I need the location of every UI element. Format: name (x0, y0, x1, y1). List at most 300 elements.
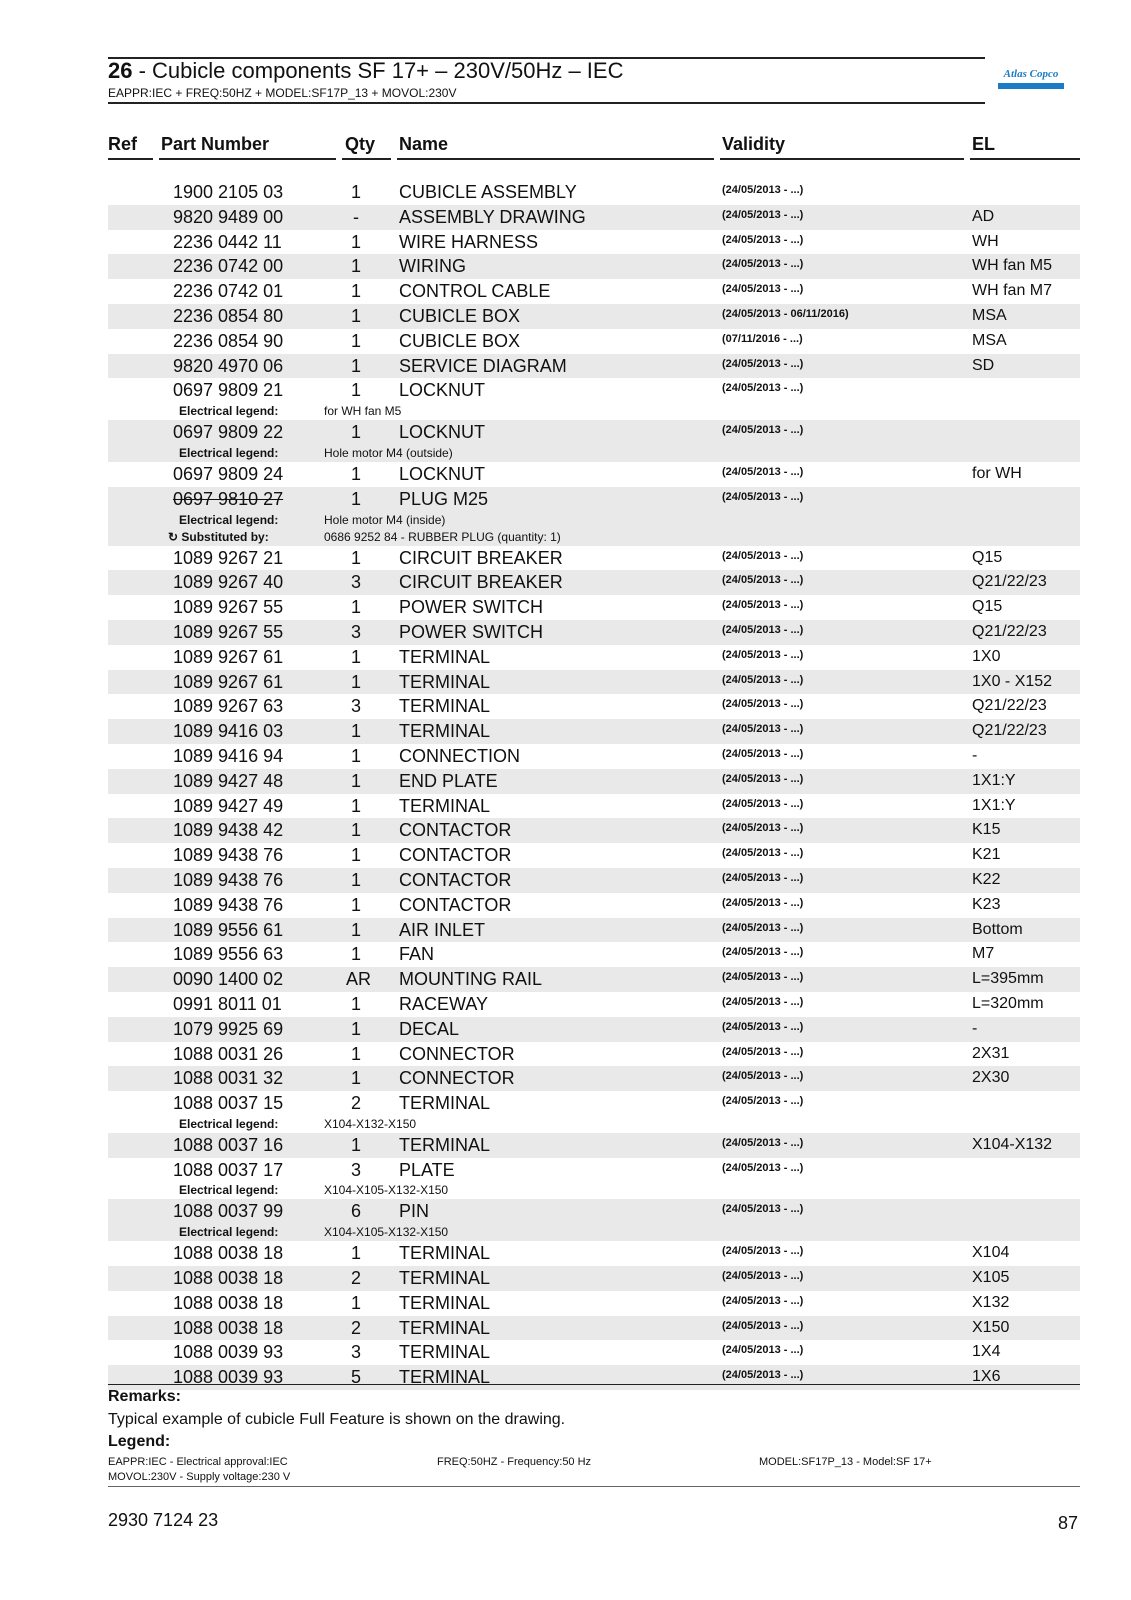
part-number-cell: 1089 9416 94 (173, 745, 284, 766)
validity-cell: (24/05/2013 - ...) (722, 1070, 804, 1083)
table-row (108, 744, 1080, 769)
row-main-line (108, 279, 1080, 304)
name-cell: TERMINAL (399, 1367, 491, 1388)
validity-cell: (24/05/2013 - ...) (722, 623, 804, 636)
validity-cell: (24/05/2013 - ...) (722, 258, 804, 271)
qty-cell: AR (346, 969, 372, 990)
qty-cell: 1 (350, 422, 361, 443)
part-number-cell: 1088 0038 18 (173, 1317, 284, 1338)
row-main-line (108, 1091, 1080, 1116)
el-cell: Q15 (972, 548, 1003, 566)
validity-cell: (24/05/2013 - ...) (722, 1095, 804, 1108)
qty-cell: 1 (350, 547, 361, 568)
row-main-line (108, 1199, 1080, 1224)
el-cell: WH fan M5 (972, 257, 1053, 275)
name-cell: CONNECTOR (399, 1068, 515, 1089)
qty-cell: 1 (350, 745, 361, 766)
row-main-line (108, 918, 1080, 943)
name-cell: LOCKNUT (399, 380, 486, 401)
row-main-line (108, 205, 1080, 230)
table-row (108, 1158, 1080, 1200)
table-row (108, 230, 1080, 255)
part-number-cell: 1089 9556 61 (173, 919, 284, 940)
qty-cell: 1 (350, 256, 361, 277)
electrical-legend-label (179, 1183, 278, 1197)
validity-cell: (24/05/2013 - ...) (722, 1270, 804, 1283)
qty-cell: 1 (350, 671, 361, 692)
qty-cell: 1 (350, 869, 361, 890)
part-number-cell: 1089 9556 63 (173, 944, 284, 965)
row-main-line (108, 645, 1080, 670)
part-number-cell: 0697 9810 27 (173, 488, 284, 509)
qty-cell: 1 (350, 1292, 361, 1313)
table-row (108, 487, 1080, 546)
validity-cell: (07/11/2016 - ...) (722, 332, 803, 345)
name-cell: WIRING (399, 256, 466, 277)
qty-cell: 1 (350, 305, 361, 326)
qty-cell: 2 (350, 1268, 361, 1289)
table-row (108, 1199, 1080, 1241)
name-cell: CIRCUIT BREAKER (399, 547, 563, 568)
table-row (108, 645, 1080, 670)
part-number-cell: 1089 9267 21 (173, 547, 284, 568)
legend-rule (108, 1486, 1080, 1487)
el-cell: MSA (972, 331, 1007, 349)
table-row (108, 868, 1080, 893)
el-cell: X150 (972, 1318, 1010, 1336)
table-row (108, 893, 1080, 918)
qty-cell: 1 (350, 1043, 361, 1064)
name-cell: ASSEMBLY DRAWING (399, 206, 586, 227)
row-main-line (108, 794, 1080, 819)
name-cell: TERMINAL (399, 1268, 491, 1289)
qty-cell: 1 (350, 944, 361, 965)
part-number-cell: 0991 8011 01 (173, 993, 282, 1014)
legend-heading: Legend: (108, 1433, 171, 1450)
table-row (108, 420, 1080, 462)
part-number-cell: 1088 0039 93 (173, 1367, 284, 1388)
table-row (108, 942, 1080, 967)
table-row (108, 992, 1080, 1017)
name-cell: MOUNTING RAIL (399, 969, 543, 990)
electrical-legend-text: for WH fan M5 (324, 404, 402, 419)
validity-cell: (24/05/2013 - ...) (722, 283, 804, 296)
sub-label-text: Electrical legend: (179, 445, 279, 460)
qty-cell: 1 (350, 993, 361, 1014)
validity-cell: (24/05/2013 - ...) (722, 1245, 804, 1258)
qty-cell: - (353, 206, 359, 227)
name-cell: CONNECTOR (399, 1043, 515, 1064)
row-main-line (108, 378, 1080, 403)
table-row (108, 1066, 1080, 1091)
validity-cell: (24/05/2013 - ...) (722, 1161, 804, 1174)
legend-freq: FREQ:50HZ - Frequency:50 Hz (437, 1456, 592, 1468)
row-main-line (108, 1340, 1080, 1365)
row-main-line (108, 254, 1080, 279)
table-row (108, 254, 1080, 279)
part-number-cell: 1089 9267 61 (173, 646, 284, 667)
part-number-cell: 1088 0031 26 (173, 1043, 284, 1064)
row-sub-line (108, 1224, 1080, 1241)
row-main-line (108, 694, 1080, 719)
validity-cell: (24/05/2013 - ...) (722, 208, 804, 221)
part-number-cell: 1089 9267 55 (173, 621, 284, 642)
qty-cell: 1 (350, 820, 361, 841)
page-title (108, 58, 623, 84)
qty-cell: 3 (350, 572, 361, 593)
el-cell: 2X30 (972, 1069, 1010, 1087)
el-cell: K22 (972, 870, 1001, 888)
header-gap (391, 158, 397, 160)
part-number-cell: 1088 0039 93 (173, 1342, 284, 1363)
row-main-line (108, 230, 1080, 255)
name-cell: LOCKNUT (399, 463, 486, 484)
name-cell: CONTACTOR (399, 869, 512, 890)
qty-cell: 1 (350, 795, 361, 816)
sub-label-text: Electrical legend: (179, 1183, 279, 1198)
row-main-line (108, 670, 1080, 695)
qty-cell: 2 (350, 1317, 361, 1338)
validity-cell: (24/05/2013 - ...) (722, 233, 804, 246)
electrical-legend-label (179, 446, 278, 460)
validity-cell: (24/05/2013 - ...) (722, 1136, 804, 1149)
logo-text: Atlas Copco (1003, 68, 1059, 80)
atlas-copco-logo (998, 60, 1064, 96)
part-number-cell: 1089 9267 63 (173, 696, 284, 717)
row-main-line (108, 420, 1080, 445)
row-main-line (108, 868, 1080, 893)
part-number-cell: 0090 1400 02 (173, 969, 284, 990)
qty-cell: 1 (350, 919, 361, 940)
qty-cell: 1 (350, 281, 361, 302)
el-cell: 1X4 (972, 1343, 1001, 1361)
row-main-line (108, 893, 1080, 918)
name-cell: CIRCUIT BREAKER (399, 572, 563, 593)
el-cell: K21 (972, 846, 1001, 864)
el-cell: 1X1:Y (972, 771, 1016, 789)
electrical-legend-text: Hole motor M4 (outside) (324, 445, 453, 460)
sub-label-text: Electrical legend: (179, 1116, 279, 1131)
part-number-cell: 0697 9809 24 (173, 463, 284, 484)
header-bottom-rule (108, 102, 985, 104)
table-row (108, 620, 1080, 645)
col-part-number: Part Number (161, 134, 270, 154)
validity-cell: (24/05/2013 - ...) (722, 490, 804, 503)
el-cell: MSA (972, 306, 1007, 324)
el-cell: Bottom (972, 920, 1023, 938)
qty-cell: 1 (350, 1243, 361, 1264)
table-row (108, 1340, 1080, 1365)
el-cell: Q21/22/23 (972, 722, 1047, 740)
part-number-cell: 1088 0038 18 (173, 1243, 284, 1264)
table-row (108, 570, 1080, 595)
validity-cell: (24/05/2013 - ...) (722, 847, 804, 860)
section-title: - Cubicle components SF 17+ – 230V/50Hz – IEC (132, 58, 624, 83)
validity-cell: (24/05/2013 - ...) (722, 465, 804, 478)
name-cell: PLATE (399, 1159, 455, 1180)
electrical-legend-label (179, 404, 278, 418)
el-cell: 1X1:Y (972, 796, 1016, 814)
col-name: Name (399, 134, 449, 154)
validity-cell: (24/05/2013 - ...) (722, 772, 804, 785)
el-cell: X132 (972, 1293, 1010, 1311)
el-cell: for WH (972, 464, 1022, 482)
row-main-line (108, 967, 1080, 992)
row-main-line (108, 1365, 1080, 1390)
name-cell: WIRE HARNESS (399, 231, 539, 252)
page-subtitle: EAPPR:IEC + FREQ:50HZ + MODEL:SF17P_13 + MOVOL:230V (108, 86, 457, 100)
validity-cell: (24/05/2013 - ...) (722, 1369, 804, 1382)
substitution-text[interactable]: 0686 9252 84 - RUBBER PLUG (quantity: 1) (324, 529, 561, 544)
el-cell: L=320mm (972, 994, 1044, 1012)
part-number-cell: 1900 2105 03 (173, 182, 284, 202)
validity-cell: (24/05/2013 - ...) (722, 971, 804, 984)
name-cell: TERMINAL (399, 1243, 491, 1264)
validity-cell: (24/05/2013 - ...) (722, 357, 804, 370)
part-number-cell: 2236 0742 01 (173, 281, 284, 302)
part-number-cell: 1089 9267 55 (173, 597, 284, 618)
remarks-heading: Remarks: (108, 1388, 181, 1405)
validity-cell: (24/05/2013 - ...) (722, 1203, 804, 1216)
row-main-line (108, 1042, 1080, 1067)
name-cell: CONTROL CABLE (399, 281, 551, 302)
validity-cell: (24/05/2013 - ...) (722, 822, 804, 835)
row-sub-line (108, 1182, 1080, 1199)
name-cell: POWER SWITCH (399, 621, 543, 642)
name-cell: CUBICLE ASSEMBLY (399, 182, 577, 202)
row-main-line (108, 354, 1080, 379)
el-cell: Q21/22/23 (972, 573, 1047, 591)
col-validity: Validity (722, 134, 786, 154)
name-cell: TERMINAL (399, 721, 491, 742)
part-number-cell: 1089 9438 42 (173, 820, 284, 841)
row-main-line (108, 487, 1080, 512)
name-cell: PLUG M25 (399, 488, 489, 509)
qty-cell: 1 (350, 1018, 361, 1039)
validity-cell: (24/05/2013 - ...) (722, 921, 804, 934)
el-cell: 1X0 - X152 (972, 672, 1053, 690)
el-cell: K15 (972, 821, 1001, 839)
validity-cell: (24/05/2013 - 06/11/2016) (722, 307, 849, 320)
row-main-line (108, 620, 1080, 645)
qty-cell: 1 (350, 1134, 361, 1155)
col-el: EL (972, 134, 996, 154)
electrical-legend-text: X104-X132-X150 (324, 1116, 417, 1131)
table-row (108, 918, 1080, 943)
qty-cell: 6 (350, 1201, 361, 1222)
row-main-line (108, 843, 1080, 868)
name-cell: TERMINAL (399, 1093, 491, 1114)
row-main-line (108, 992, 1080, 1017)
qty-cell: 1 (350, 231, 361, 252)
header-gap (964, 158, 970, 160)
part-number-cell: 1089 9416 03 (173, 721, 284, 742)
qty-cell: 3 (350, 1342, 361, 1363)
name-cell: RACEWAY (399, 993, 489, 1014)
electrical-legend-text: X104-X105-X132-X150 (324, 1225, 449, 1240)
table-row (108, 1017, 1080, 1042)
part-number-cell: 1088 0037 17 (173, 1159, 284, 1180)
part-number-cell: 1088 0037 15 (173, 1093, 284, 1114)
el-cell: L=395mm (972, 970, 1044, 988)
qty-cell: 1 (350, 845, 361, 866)
table-row (108, 719, 1080, 744)
row-sub-line (108, 445, 1080, 462)
el-cell: WH fan M7 (972, 282, 1053, 300)
remarks-text: Typical example of cubicle Full Feature is shown on the drawing. (108, 1411, 566, 1428)
qty-cell: 1 (350, 646, 361, 667)
part-number-cell: 1088 0031 32 (173, 1068, 284, 1089)
row-main-line (108, 719, 1080, 744)
table-row (108, 1133, 1080, 1158)
part-number-cell: 1089 9267 61 (173, 671, 284, 692)
validity-cell: (24/05/2013 - ...) (722, 747, 804, 760)
table-row (108, 670, 1080, 695)
table-row (108, 1316, 1080, 1341)
el-cell: Q21/22/23 (972, 622, 1047, 640)
name-cell: SERVICE DIAGRAM (399, 355, 567, 376)
electrical-legend-text: X104-X105-X132-X150 (324, 1183, 449, 1198)
validity-cell: (24/05/2013 - ...) (722, 995, 804, 1008)
part-number-cell: 1089 9438 76 (173, 869, 284, 890)
validity-cell: (24/05/2013 - ...) (722, 1020, 804, 1033)
validity-cell: (24/05/2013 - ...) (722, 946, 804, 959)
qty-cell: 3 (350, 696, 361, 717)
table-row (108, 1042, 1080, 1067)
el-cell: 1X0 (972, 647, 1001, 665)
header-gap (714, 158, 720, 160)
name-cell: CONNECTION (399, 745, 520, 766)
validity-cell: (24/05/2013 - ...) (722, 549, 804, 562)
legend-eappr: EAPPR:IEC - Electrical approval:IEC (108, 1456, 288, 1468)
row-main-line (108, 1316, 1080, 1341)
part-number-cell: 1089 9438 76 (173, 845, 284, 866)
part-number-cell: 2236 0742 00 (173, 256, 284, 277)
table-row (108, 354, 1080, 379)
el-cell: AD (972, 207, 995, 225)
row-main-line (108, 1291, 1080, 1316)
electrical-legend-text: Hole motor M4 (inside) (324, 512, 446, 527)
sub-label-text: Electrical legend: (179, 512, 279, 527)
qty-cell: 1 (350, 463, 361, 484)
table-row (108, 794, 1080, 819)
validity-cell: (24/05/2013 - ...) (722, 648, 804, 661)
name-cell: TERMINAL (399, 696, 491, 717)
row-main-line (108, 570, 1080, 595)
el-cell: Q15 (972, 598, 1003, 616)
validity-cell: (24/05/2013 - ...) (722, 871, 804, 884)
validity-cell: (24/05/2013 - ...) (722, 896, 804, 909)
el-cell: 2X31 (972, 1044, 1010, 1062)
part-number-cell: 1089 9267 40 (173, 572, 284, 593)
table-header (108, 132, 1080, 160)
validity-cell: (24/05/2013 - ...) (722, 698, 804, 711)
qty-cell: 3 (350, 621, 361, 642)
qty-cell: 1 (350, 597, 361, 618)
table-row (108, 546, 1080, 571)
name-cell: CONTACTOR (399, 894, 512, 915)
validity-cell: (24/05/2013 - ...) (722, 574, 804, 587)
name-cell: TERMINAL (399, 795, 491, 816)
validity-cell: (24/05/2013 - ...) (722, 797, 804, 810)
table-row (108, 329, 1080, 354)
name-cell: CUBICLE BOX (399, 330, 521, 351)
name-cell: TERMINAL (399, 1342, 491, 1363)
logo-bar (998, 83, 1064, 89)
table-row (108, 818, 1080, 843)
name-cell: TERMINAL (399, 671, 491, 692)
part-number-cell: 1088 0038 18 (173, 1292, 284, 1313)
part-number-cell: 1088 0038 18 (173, 1268, 284, 1289)
validity-cell: (24/05/2013 - ...) (722, 599, 804, 612)
col-qty: Qty (345, 134, 376, 154)
validity-cell: (24/05/2013 - ...) (722, 673, 804, 686)
part-number-cell: 0697 9809 22 (173, 422, 284, 443)
part-number-cell: 9820 9489 00 (173, 206, 284, 227)
validity-cell: (24/05/2013 - ...) (722, 1294, 804, 1307)
row-main-line (108, 1066, 1080, 1091)
name-cell: TERMINAL (399, 1317, 491, 1338)
row-main-line (108, 329, 1080, 354)
el-cell: X104 (972, 1244, 1010, 1262)
validity-cell: (24/05/2013 - ...) (722, 424, 804, 437)
table-row (108, 378, 1080, 420)
table-row (108, 279, 1080, 304)
validity-cell: (24/05/2013 - ...) (722, 1344, 804, 1357)
el-cell: X105 (972, 1269, 1010, 1287)
table-row (108, 1091, 1080, 1133)
part-number-cell: 0697 9809 21 (173, 380, 284, 401)
parts-table-body (108, 180, 1080, 1390)
table-row (108, 967, 1080, 992)
row-main-line (108, 744, 1080, 769)
name-cell: END PLATE (399, 770, 498, 791)
table-row (108, 462, 1080, 487)
el-cell: - (972, 746, 978, 764)
name-cell: TERMINAL (399, 1134, 491, 1155)
header-gap (336, 158, 342, 160)
table-row (108, 595, 1080, 620)
row-sub-line (108, 529, 1080, 546)
table-row (108, 843, 1080, 868)
row-main-line (108, 595, 1080, 620)
el-cell: SD (972, 356, 995, 374)
qty-cell: 1 (350, 330, 361, 351)
table-row (108, 1266, 1080, 1291)
electrical-legend-label (179, 513, 278, 527)
el-cell: Q21/22/23 (972, 697, 1047, 715)
name-cell: DECAL (399, 1018, 460, 1039)
row-sub-line (108, 403, 1080, 420)
table-row (108, 694, 1080, 719)
legend-movol: MOVOL:230V - Supply voltage:230 V (108, 1471, 291, 1483)
row-main-line (108, 942, 1080, 967)
table-end-rule (108, 1384, 1080, 1385)
qty-cell: 1 (350, 355, 361, 376)
table-row (108, 1291, 1080, 1316)
name-cell: LOCKNUT (399, 422, 486, 443)
row-main-line (108, 769, 1080, 794)
row-main-line (108, 1266, 1080, 1291)
sub-label-text: Substituted by: (181, 529, 269, 544)
el-cell: - (972, 1019, 978, 1037)
part-number-cell: 1089 9438 76 (173, 894, 284, 915)
substituted-by-label (168, 530, 269, 544)
qty-cell: 1 (350, 182, 361, 202)
electrical-legend-label (179, 1117, 278, 1131)
legend-model: MODEL:SF17P_13 - Model:SF 17+ (759, 1456, 932, 1468)
validity-cell: (24/05/2013 - ...) (722, 1319, 804, 1332)
